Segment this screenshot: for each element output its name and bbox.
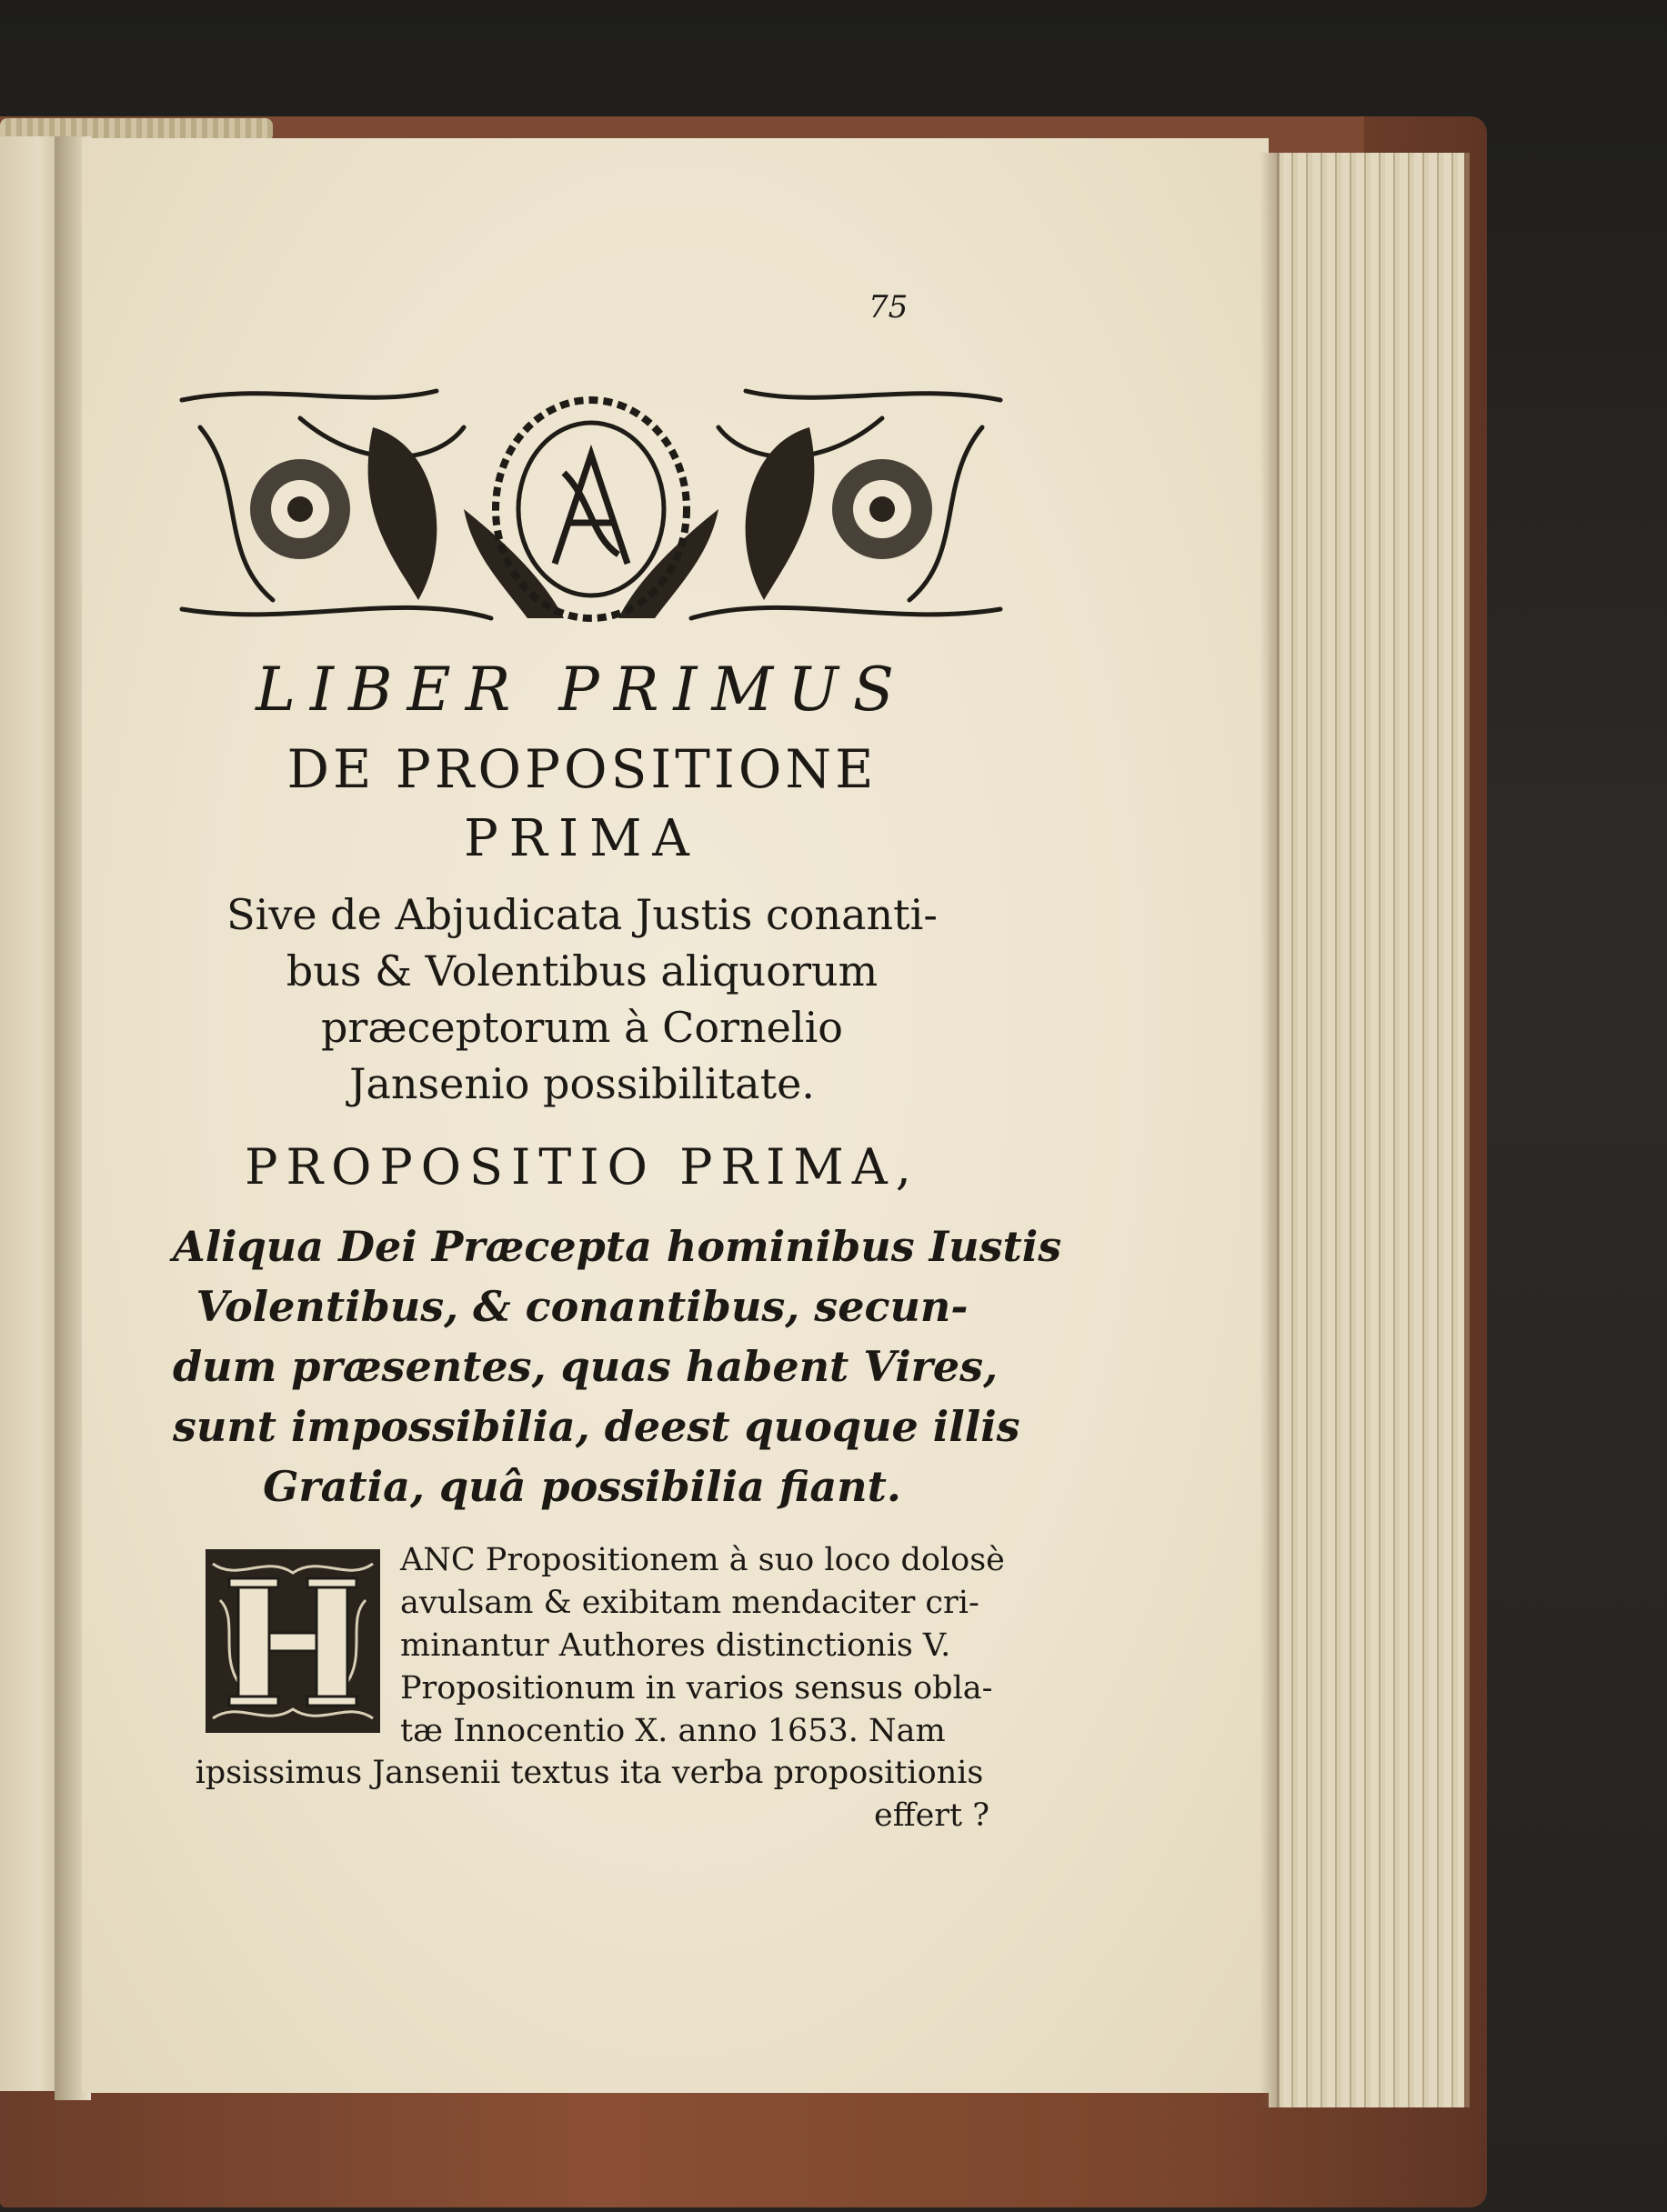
body-line: Propositionum in varios sensus obla- [400,1670,993,1707]
page-number: 75 [869,289,909,325]
decorated-initial-icon [202,1546,384,1737]
proposition-heading: PROPOSITIO PRIMA, [245,1138,919,1196]
section-title: DE PROPOSITIONE [286,738,878,800]
body-line: ANC Propositionem à suo loco dolosè [400,1542,1005,1578]
subtitle [173,886,991,1112]
subtitle-line: Jansenio possibilitate. [349,1059,815,1108]
proposition-line: Aliqua Dei Præcepta hominibus Iustis [173,1222,1062,1271]
subtitle-line: bus & Volentibus aliquorum [286,946,879,996]
body-line-last: effert ? [874,1797,989,1834]
body-line: minantur Authores distinctionis V. [400,1627,951,1664]
fore-edge [1269,153,1470,2107]
proposition-text [173,1216,1062,1516]
proposition-line: Gratia, quâ possibilia fiant. [263,1462,901,1511]
section-title-prima: PRIMA [464,809,700,868]
subtitle-line: præceptorum à Cornelio [320,1003,844,1052]
proposition-line: sunt impossibilia, deest quoque illis [173,1402,1020,1451]
fore-edge-shadow [1260,153,1280,2107]
body-line: avulsam & exibitam mendaciter cri- [400,1585,979,1621]
body-initial-block [400,1539,1005,1753]
woodcut-headpiece-icon [164,373,1019,636]
book-title: LIBER PRIMUS [256,655,909,725]
body-line-full: ipsissimus Jansenii textus ita verba propositionis [195,1755,984,1791]
subtitle-line: Sive de Abjudicata Justis conanti- [226,890,938,939]
proposition-line: dum præsentes, quas habent Vires, [173,1342,999,1391]
proposition-line: Volentibus, & conantibus, secun- [196,1282,969,1331]
body-line: tæ Innocentio X. anno 1653. Nam [400,1713,946,1749]
